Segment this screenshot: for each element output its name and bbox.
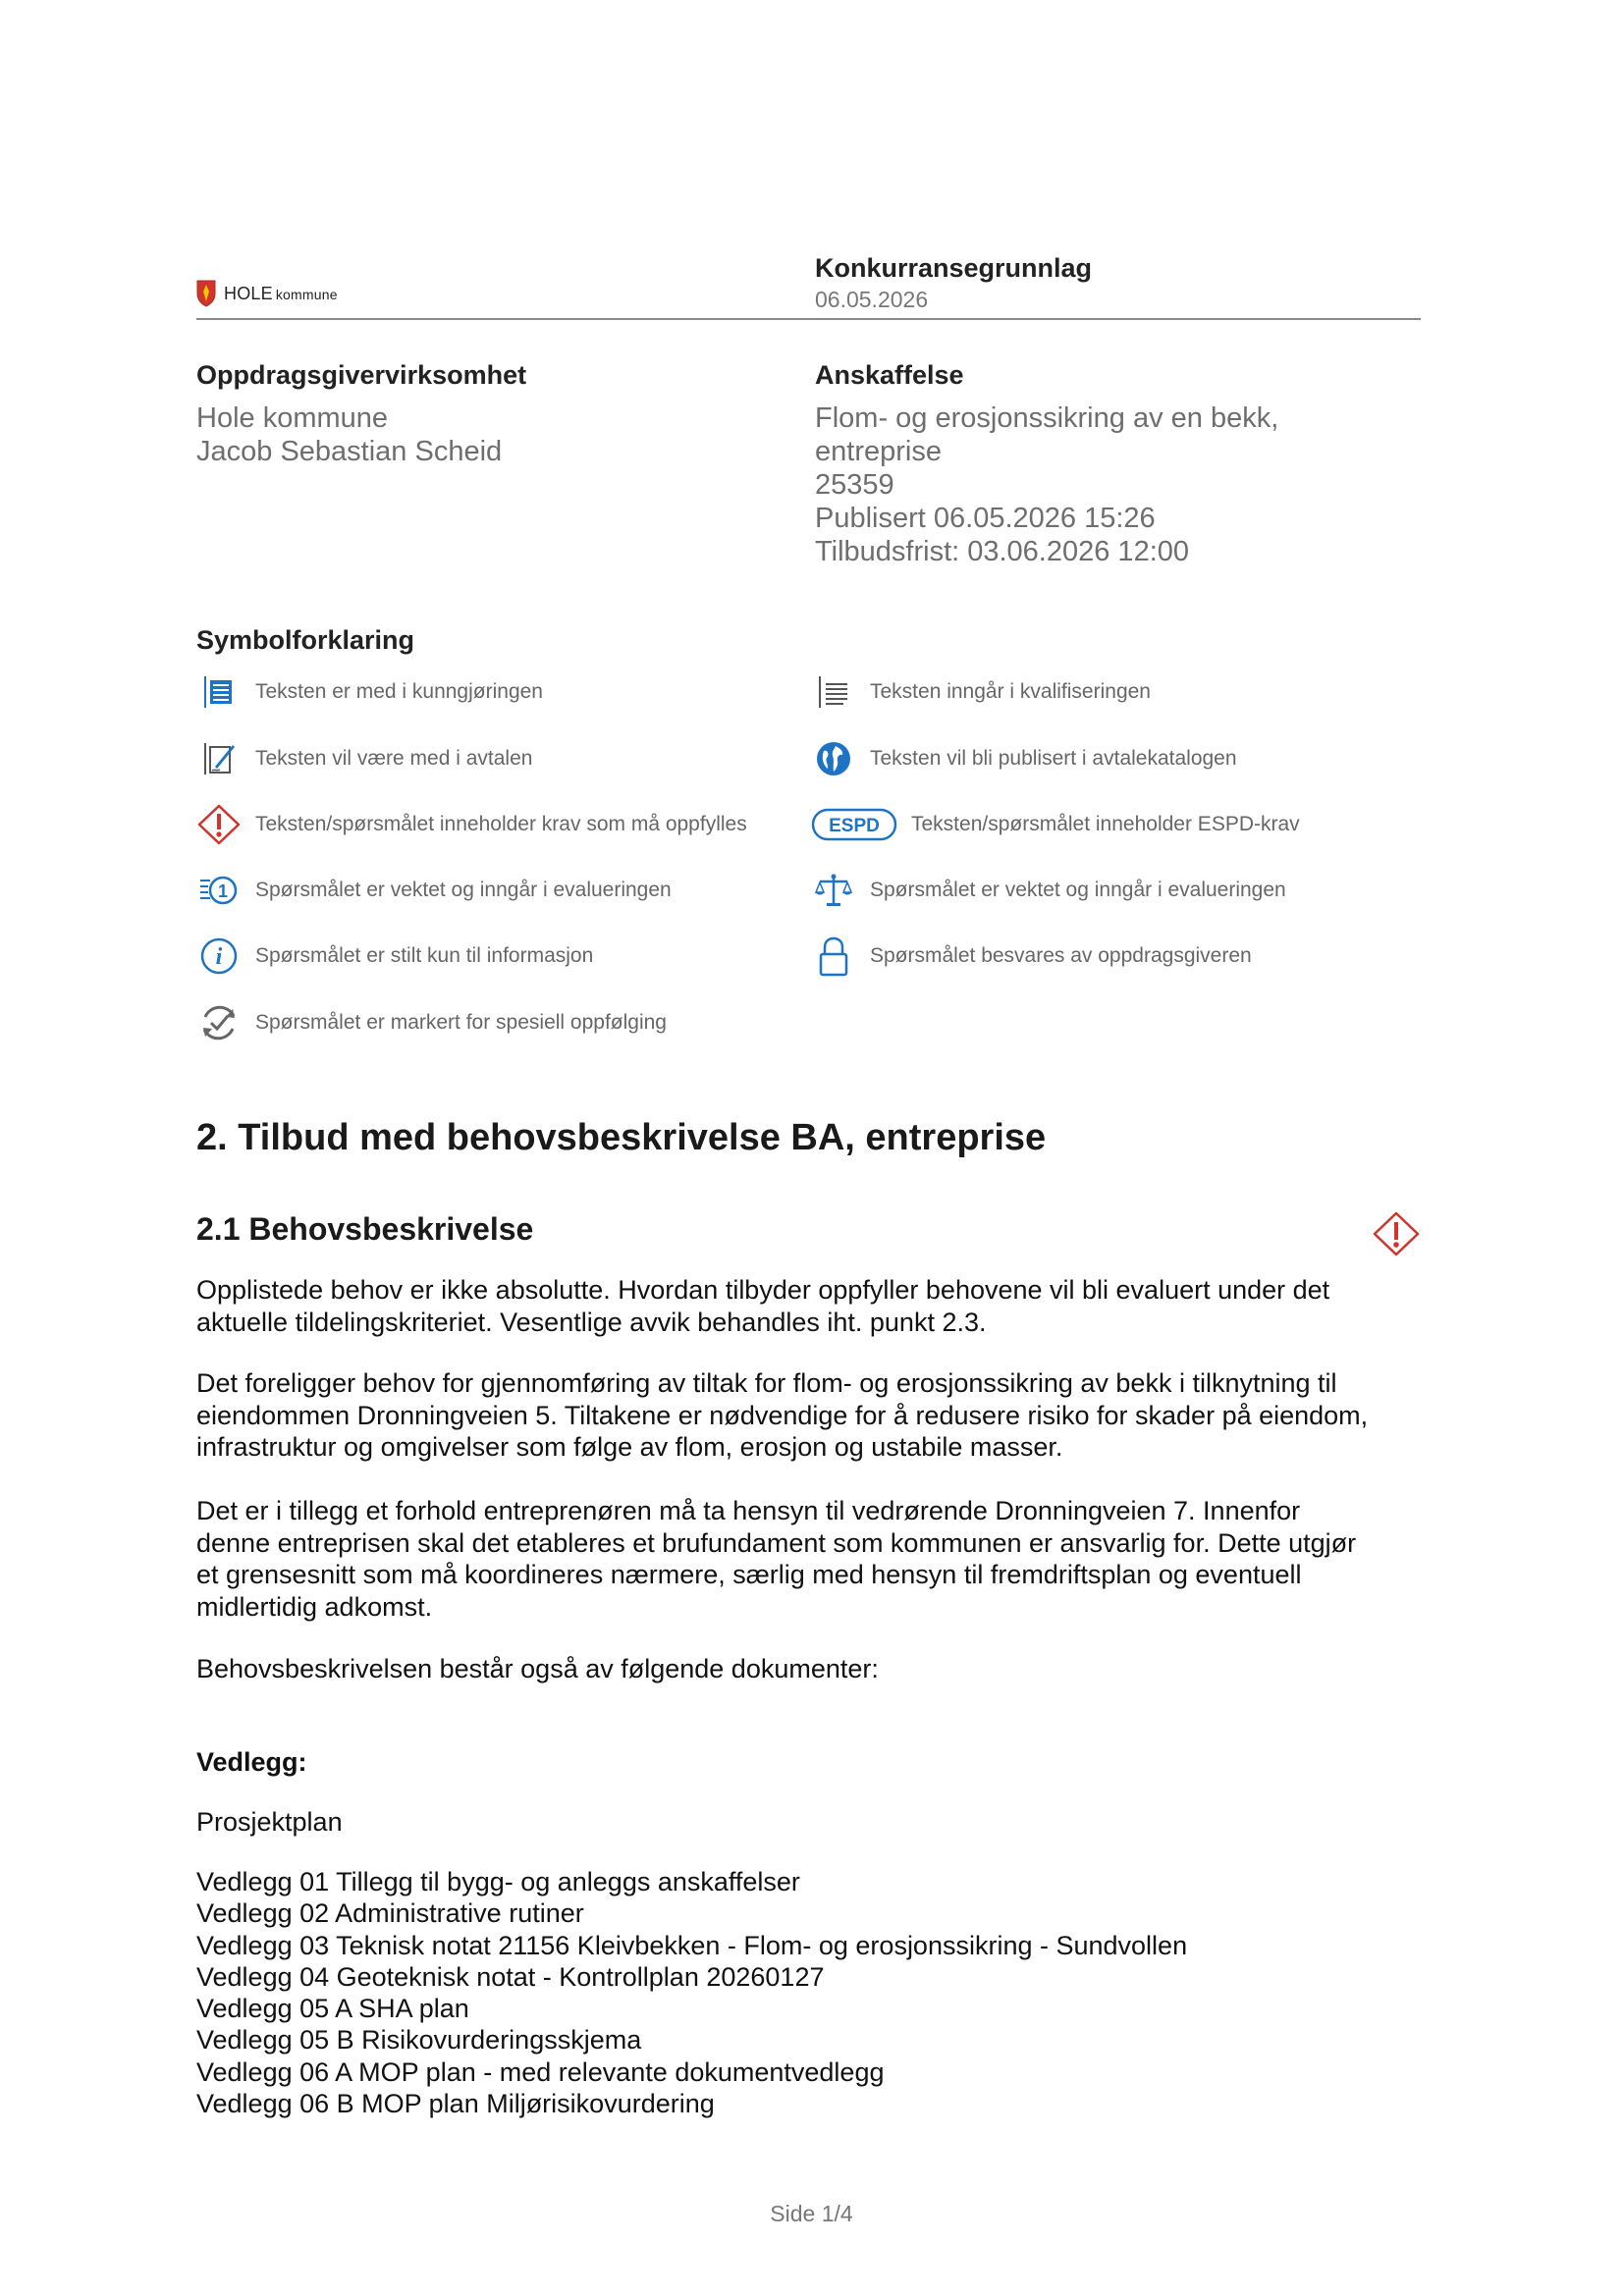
org-logo (196, 280, 338, 307)
qualification-icon (811, 670, 856, 714)
legend-label: Teksten/spørsmålet inneholder krav som må oppfylles (255, 813, 747, 835)
legend-item (196, 737, 532, 780)
globe-icon (811, 737, 856, 780)
legend-label: Teksten vil være med i avtalen (255, 747, 533, 770)
attachment-item: Vedlegg 03 Teknisk notat 21156 Kleivbekken - Flom- og erosjonssikring - Sundvollen (196, 1930, 1188, 1960)
paragraph: Opplistede behov er ikke absolutte. Hvordan tilbyder oppfyller behovene vil bli evaluert under det aktuelle tildelingskriteriet. Vesentlige avvik behandles iht. punkt 2.3. (196, 1275, 1330, 1337)
attachment-item: Vedlegg 04 Geoteknisk notat - Kontrollplan 20260127 (196, 1961, 825, 1992)
published-date: Publisert 06.05.2026 15:26 (815, 503, 1156, 534)
attachment-item: Vedlegg 05 A SHA plan (196, 1994, 469, 2024)
section-heading: 2. Tilbud med behovsbeskrivelse BA, entreprise (196, 1117, 1047, 1158)
legend-label: Teksten vil bli publisert i avtalekatalogen (870, 747, 1237, 770)
procurement-heading: Anskaffelse (815, 360, 964, 390)
legend-label: Spørsmålet besvares av oppdragsgiveren (870, 944, 1252, 967)
espd-label: ESPD (829, 816, 880, 836)
legend-item (196, 803, 747, 846)
lock-icon (811, 934, 856, 978)
followup-icon (196, 1001, 242, 1044)
legend-label: Spørsmålet er markert for spesiell oppfølging (255, 1011, 667, 1034)
attachment-item: Vedlegg 02 Administrative rutiner (196, 1898, 584, 1929)
coat-of-arms-icon (196, 280, 216, 307)
org-name: HOLE kommune (224, 283, 338, 303)
announcement-icon (196, 670, 242, 714)
subsection-heading: 2.1 Behovsbeskrivelse (196, 1211, 534, 1247)
espd-icon (811, 803, 897, 846)
procurement-id: 25359 (815, 469, 894, 501)
attachment-item: Vedlegg 06 B MOP plan Miljørisikovurdering (196, 2089, 715, 2119)
legend-label: Spørsmålet er stilt kun til informasjon (255, 944, 594, 967)
weighted-list-icon (196, 869, 242, 912)
attachment-item: Vedlegg 06 A MOP plan - med relevante dokumentvedlegg (196, 2056, 885, 2087)
legend-item (811, 869, 1286, 912)
legend-item (196, 934, 593, 978)
client-contact: Jacob Sebastian Scheid (196, 436, 503, 467)
attachment-list (196, 1866, 1187, 2119)
attachments-heading: Vedlegg: (196, 1747, 307, 1777)
legend-item (196, 670, 543, 714)
procurement-title-line1: Flom- og erosjonssikring av en bekk, (815, 402, 1279, 434)
tender-deadline: Tilbudsfrist: 03.06.2026 12:00 (815, 536, 1190, 567)
attachment-item: Vedlegg 05 B Risikovurderingsskjema (196, 2025, 642, 2056)
legend-label: Teksten/spørsmålet inneholder ESPD-krav (911, 813, 1300, 835)
legend-item (811, 737, 1237, 780)
legend-heading: Symbolforklaring (196, 625, 415, 655)
info-icon (196, 934, 242, 978)
page-number: Side 1/4 (770, 2201, 853, 2226)
requirement-warning-icon (1372, 1210, 1421, 1262)
paragraph: Det foreligger behov for gjennomføring av tiltak for flom- og erosjonssikring av bekk i tilknytning til eiendommen Dronningveien 5. Tiltakene er nødvendige for å redusere risiko for skader på eiendom, infrastruktur og omgivelser som følge av flom, erosjon og ustabile masser. (196, 1368, 1369, 1462)
requirement-warning-icon (196, 803, 242, 846)
legend-item (811, 934, 1252, 978)
paragraph: Det er i tillegg et forhold entreprenøren må ta hensyn til vedrørende Dronningveien 7. Innenfor denne entreprisen skal det etableres et brufundament som kommunen er ansvarlig for. Dette utgjør et grensesnitt som må koordineres nærmere, særlig med hensyn til fremdriftsplan og eventuell midlertidig adkomst. (196, 1496, 1357, 1622)
procurement-title-line2: entreprise (815, 436, 942, 467)
paragraph: Behovsbeskrivelsen består også av følgende dokumenter: (196, 1654, 879, 1683)
legend-label: Teksten inngår i kvalifiseringen (870, 680, 1151, 703)
legend-item (196, 869, 672, 912)
client-heading: Oppdragsgivervirksomhet (196, 360, 527, 390)
legend-label: Spørsmålet er vektet og inngår i evalueringen (255, 879, 672, 901)
legend-item (811, 670, 1151, 714)
svg-text:1: 1 (217, 881, 229, 901)
procurement-details (815, 401, 1278, 568)
document-title: Konkurransegrunnlag (815, 253, 1093, 283)
legend-label: Teksten er med i kunngjøringen (255, 680, 543, 703)
legend-item (811, 803, 1300, 846)
scales-icon (811, 869, 856, 912)
attachment-item: Vedlegg 01 Tillegg til bygg- og anleggs anskaffelser (196, 1867, 800, 1896)
document-date: 06.05.2026 (815, 287, 929, 312)
svg-text:i: i (215, 944, 223, 970)
project-plan-label: Prosjektplan (196, 1807, 343, 1837)
header-divider (196, 318, 1421, 320)
contract-icon (196, 737, 242, 780)
client-name: Hole kommune (196, 402, 389, 434)
legend-item (196, 1001, 667, 1044)
client-details (196, 401, 502, 468)
legend-label: Spørsmålet er vektet og inngår i evalueringen (870, 879, 1286, 901)
